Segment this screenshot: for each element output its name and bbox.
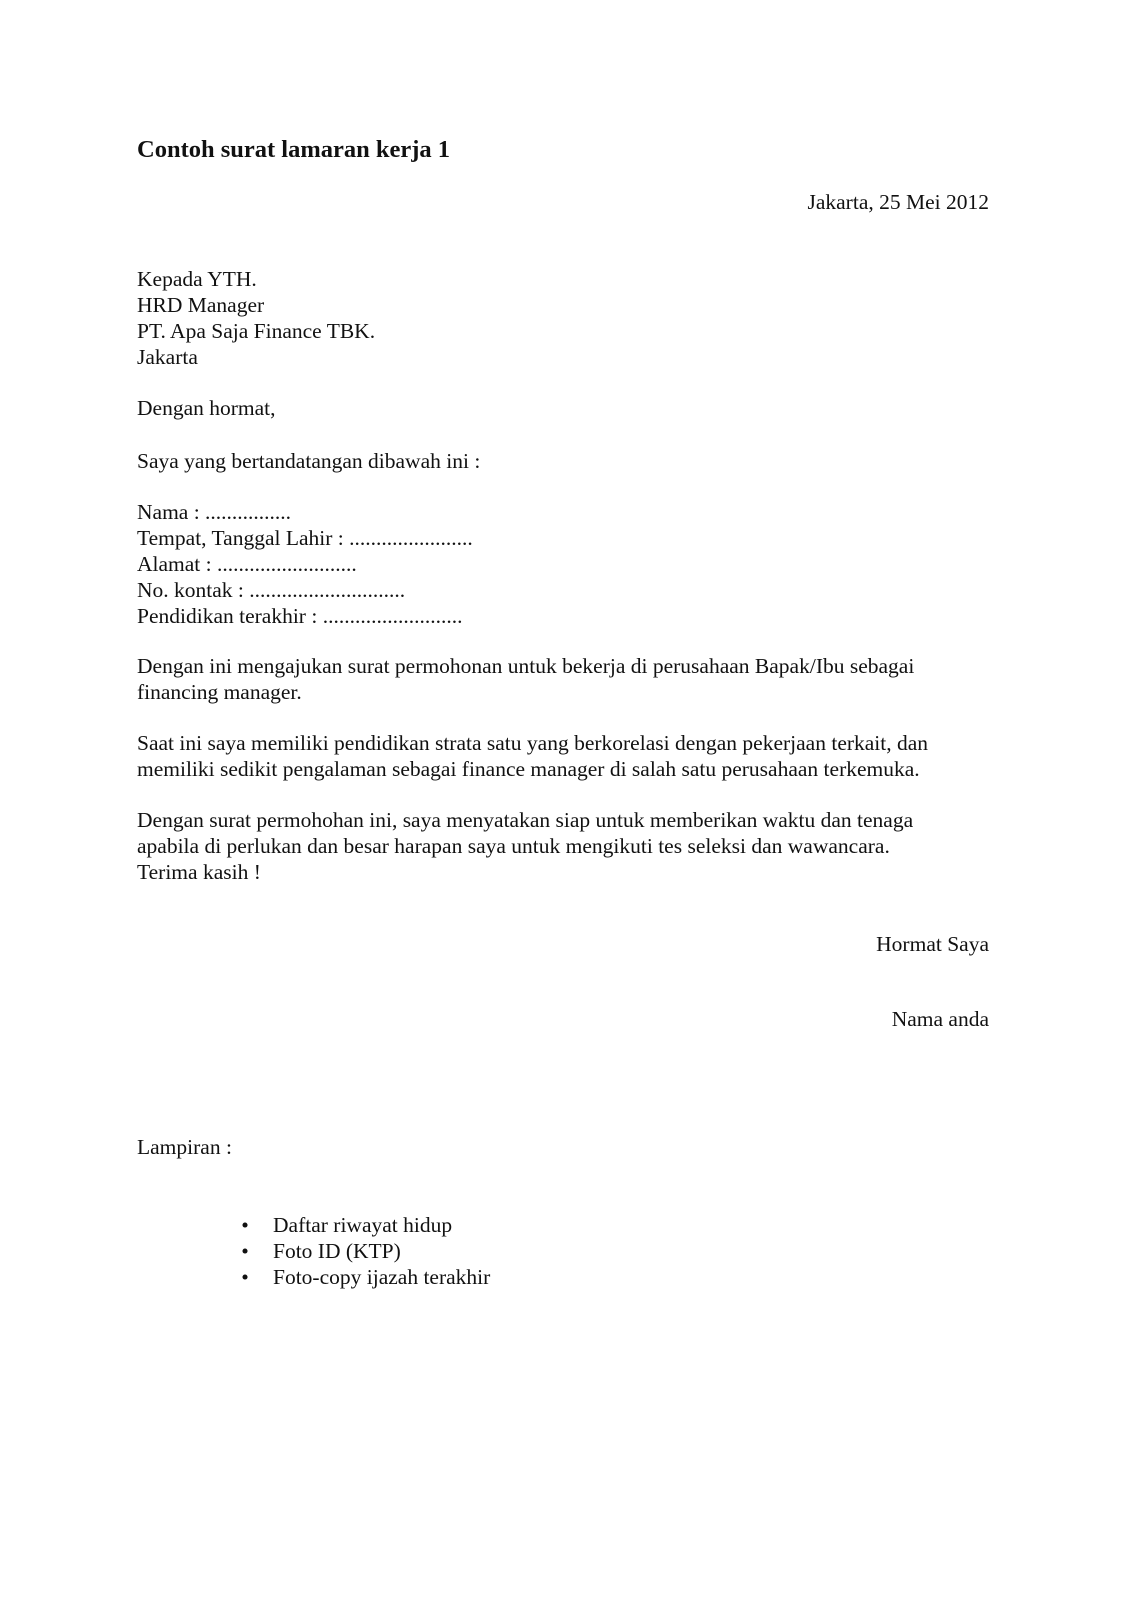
signature-name: Nama anda	[891, 1007, 989, 1031]
paragraph-line: apabila di perlukan dan besar harapan saya untuk mengikuti tes seleksi dan wawancara.	[137, 834, 890, 858]
field-alamat: Alamat : ..........................	[137, 552, 357, 576]
personal-fields	[137, 499, 473, 629]
intro-line: Saya yang bertandatangan dibawah ini :	[137, 449, 481, 473]
bullet-icon: •	[241, 1213, 249, 1237]
field-no-kontak: No. kontak : .............................	[137, 578, 406, 602]
list-item	[235, 1238, 490, 1264]
bullet-icon: •	[241, 1265, 249, 1289]
document-title: Contoh surat lamaran kerja 1	[137, 136, 451, 163]
list-item-label: Foto ID (KTP)	[273, 1239, 401, 1263]
field-tempat-tanggal-lahir: Tempat, Tanggal Lahir : .......................	[137, 526, 473, 550]
recipient-line: HRD Manager	[137, 293, 265, 317]
list-item-label: Daftar riwayat hidup	[273, 1213, 453, 1237]
bullet-icon: •	[241, 1239, 249, 1263]
recipient-block	[137, 266, 375, 370]
field-pendidikan-terakhir: Pendidikan terakhir : ..........................	[137, 604, 463, 628]
paragraph-application	[137, 653, 914, 705]
paragraph-line: Dengan ini mengajukan surat permohonan untuk bekerja di perusahaan Bapak/Ibu sebagai	[137, 654, 915, 678]
paragraph-closing	[137, 807, 913, 885]
lampiran-list	[235, 1212, 490, 1290]
list-item	[235, 1212, 490, 1238]
list-item	[235, 1264, 490, 1290]
paragraph-line: financing manager.	[137, 680, 302, 704]
field-nama: Nama : ................	[137, 500, 292, 524]
recipient-line: Kepada YTH.	[137, 267, 257, 291]
recipient-line: PT. Apa Saja Finance TBK.	[137, 319, 376, 343]
date-line: Jakarta, 25 Mei 2012	[807, 190, 989, 214]
paragraph-qualification	[137, 730, 928, 782]
paragraph-line: Terima kasih !	[137, 860, 261, 884]
paragraph-line: Saat ini saya memiliki pendidikan strata satu yang berkorelasi dengan pekerjaan terkait, dan	[137, 731, 929, 755]
closing-salutation: Hormat Saya	[876, 932, 989, 956]
paragraph-line: memiliki sedikit pengalaman sebagai finance manager di salah satu perusahaan terkemuka.	[137, 757, 920, 781]
recipient-line: Jakarta	[137, 345, 198, 369]
paragraph-line: Dengan surat permohohan ini, saya menyatakan siap untuk memberikan waktu dan tenaga	[137, 808, 914, 832]
list-item-label: Foto-copy ijazah terakhir	[273, 1265, 491, 1289]
greeting: Dengan hormat,	[137, 396, 276, 420]
lampiran-label: Lampiran :	[137, 1135, 232, 1159]
